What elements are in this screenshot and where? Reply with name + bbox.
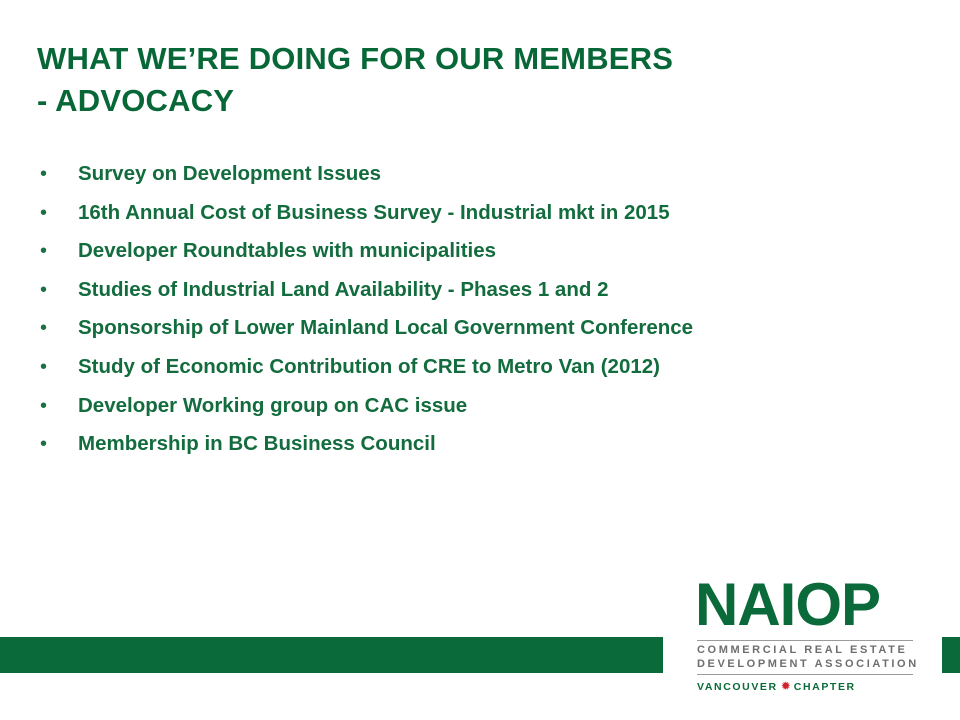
bullet-item [40, 387, 920, 426]
bullet-text: Membership in BC Business Council [78, 432, 436, 456]
bullet-dot-icon: • [40, 317, 48, 340]
bullet-dot-icon: • [40, 433, 48, 456]
logo-chapter [697, 679, 856, 694]
maple-leaf-icon: ✹ [780, 679, 791, 693]
logo-line-1: COMMERCIAL REAL ESTATE [697, 644, 908, 656]
bullet-item [40, 309, 920, 348]
logo-line-2: DEVELOPMENT ASSOCIATION [697, 658, 919, 670]
bullet-text: Sponsorship of Lower Mainland Local Government Conference [78, 316, 694, 340]
title-line-2: - ADVOCACY [37, 83, 235, 118]
bullet-dot-icon: • [40, 201, 48, 224]
footer-band-left [0, 637, 663, 673]
bullet-item [40, 194, 920, 233]
logo-wordmark: NAIOP [695, 571, 881, 638]
bullet-item [40, 232, 920, 271]
logo-divider [697, 674, 913, 675]
bullet-dot-icon: • [40, 355, 48, 378]
bullet-text: Studies of Industrial Land Availability - Phases 1 and 2 [78, 277, 609, 301]
bullet-dot-icon: • [40, 278, 48, 301]
bullet-dot-icon: • [40, 163, 48, 185]
bullet-text: Study of Economic Contribution of CRE to Metro Van (2012) [78, 354, 660, 378]
chapter-left-text: VANCOUVER [697, 681, 778, 693]
bullet-text: 16th Annual Cost of Business Survey - Industrial mkt in 2015 [78, 200, 670, 224]
bullet-text: Developer Roundtables with municipalities [78, 239, 497, 263]
bullet-list [40, 155, 920, 464]
chapter-right-text: CHAPTER [793, 681, 856, 693]
naiop-logo [695, 571, 919, 698]
bullet-dot-icon: • [40, 394, 48, 417]
bullet-text: Survey on Development Issues [78, 162, 382, 185]
bullet-item [40, 348, 920, 387]
bullet-text: Developer Working group on CAC issue [78, 393, 468, 417]
logo-divider [697, 640, 913, 641]
bullet-item [40, 425, 920, 464]
bullet-item [40, 155, 920, 194]
title-line-1: WHAT WE’RE DOING FOR OUR MEMBERS [37, 41, 674, 76]
slide-title [37, 38, 897, 122]
footer-band-right [942, 637, 960, 673]
bullet-dot-icon: • [40, 240, 48, 263]
bullet-item [40, 271, 920, 310]
